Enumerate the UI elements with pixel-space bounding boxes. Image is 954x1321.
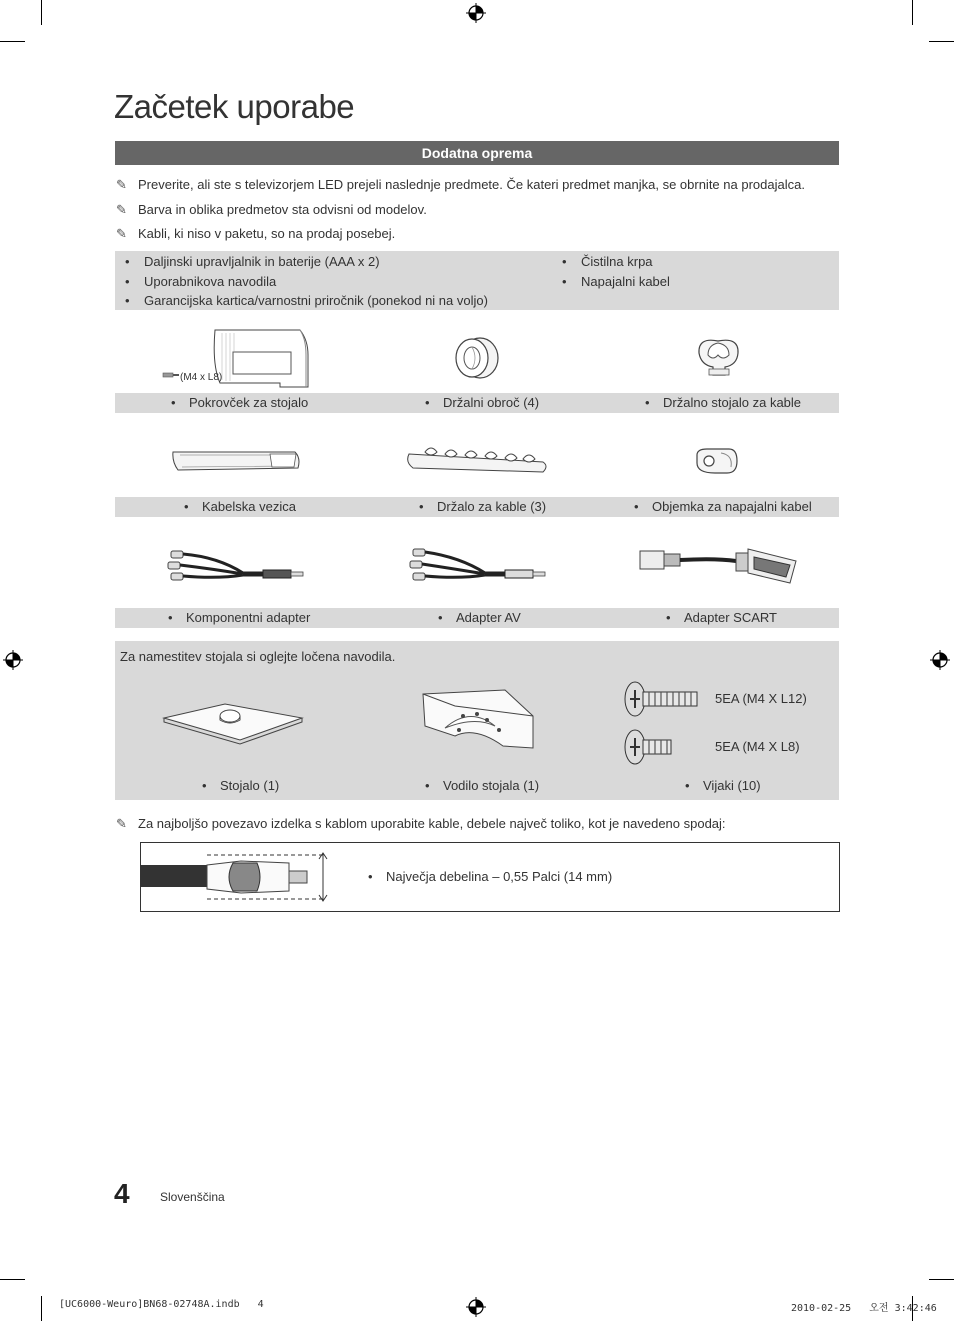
screw-l8-icon [623, 727, 683, 767]
cable-holder-illustration [405, 442, 550, 478]
accessory-label: • Adapter SCART [684, 610, 777, 625]
pencil-icon: ✎ [116, 202, 127, 217]
list-item: • Napajalni kabel [552, 272, 832, 292]
cable-thickness-box [140, 842, 840, 912]
note-text: Za najboljšo povezavo izdelka s kablom uporabite kable, debele največ toliko, kot je navedeno spodaj: [138, 816, 726, 831]
stand-guide-illustration [415, 686, 540, 751]
holder-ring-illustration [452, 335, 502, 383]
accessory-label: • Objemka za napajalni kabel [652, 499, 812, 514]
included-items-left [115, 252, 555, 311]
av-adapter-illustration [405, 543, 550, 585]
section-header: Dodatna oprema [115, 141, 839, 165]
power-cable-clamp-illustration [693, 445, 743, 479]
pencil-icon: ✎ [116, 226, 127, 241]
crop-mark [41, 0, 42, 25]
stand-item-label: • Vijaki (10) [703, 778, 761, 793]
accessory-label: • Držalni obroč (4) [443, 395, 539, 410]
stand-item-label: • Stojalo (1) [220, 778, 279, 793]
screw-label: 5EA (M4 X L8) [715, 739, 800, 754]
stand-item-label: • Vodilo stojala (1) [443, 778, 539, 793]
list-item: • Daljinski upravljalnik in baterije (AAA x 2) [115, 252, 555, 272]
accessory-row [115, 393, 839, 413]
list-item: • Uporabnikova navodila [115, 272, 555, 292]
note [116, 177, 805, 193]
pencil-icon: ✎ [116, 177, 127, 192]
accessory-label: • Kabelska vezica [202, 499, 296, 514]
page-title: Začetek uporabe [114, 88, 355, 125]
note [116, 226, 395, 242]
pencil-icon: ✎ [116, 816, 127, 831]
accessory-label: • Pokrovček za stojalo [189, 395, 308, 410]
cable-tie-illustration [170, 448, 302, 474]
registration-mark-icon [466, 3, 486, 23]
note-text: Preverite, ali ste s televizorjem LED prejeli naslednje predmete. Če kateri predmet manjka, se obrnite na prodajalca. [138, 177, 805, 192]
crop-mark [929, 41, 954, 42]
registration-mark-icon [466, 1297, 486, 1317]
cable-spec: • Največja debelina – 0,55 Palci (14 mm) [386, 869, 612, 884]
note-text: Kabli, ki niso v paketu, so na prodaj posebej. [138, 226, 396, 241]
screw-label: 5EA (M4 X L12) [715, 691, 807, 706]
cable-holder-stand-illustration [693, 333, 743, 379]
list-item: • Garancijska kartica/varnostni priročnik (ponekod ni na voljo) [115, 291, 555, 311]
page-number: 4 [114, 1178, 130, 1209]
accessory-label: • Adapter AV [456, 610, 521, 625]
note-text: Barva in oblika predmetov sta odvisni od modelov. [138, 202, 427, 217]
crop-mark [929, 1279, 954, 1280]
crop-mark [0, 1279, 25, 1280]
component-adapter-illustration [163, 543, 308, 585]
timestamp: 2010-02-25 오전 3:42:46 [791, 1303, 937, 1314]
crop-mark [41, 1296, 42, 1321]
registration-mark-icon [3, 650, 23, 670]
stand-illustration [160, 696, 305, 746]
crop-mark [912, 0, 913, 25]
accessory-row [115, 608, 839, 628]
note [116, 816, 726, 832]
cable-illustration [141, 851, 336, 903]
registration-mark-icon [930, 650, 950, 670]
list-item: • Čistilna krpa [552, 252, 832, 272]
note [116, 202, 427, 218]
screw-l12-icon [623, 679, 703, 719]
accessory-label: • Držalo za kable (3) [437, 499, 546, 514]
accessory-row [115, 497, 839, 517]
accessory-label: • Komponentni adapter [186, 610, 310, 625]
language-label: Slovenščina [160, 1190, 225, 1204]
included-items-right [552, 252, 832, 291]
scart-adapter-illustration [636, 543, 801, 591]
file-info: [UC6000-Weuro]BN68-02748A.indb 4 [59, 1299, 264, 1310]
accessory-label: • Držalno stojalo za kable [663, 395, 801, 410]
crop-mark [0, 41, 25, 42]
included-items-box [115, 251, 839, 310]
stand-box [115, 641, 839, 800]
stand-caption: Za namestitev stojala si oglejte ločena navodila. [120, 649, 396, 664]
screw-label: (M4 x L8) [180, 372, 223, 383]
